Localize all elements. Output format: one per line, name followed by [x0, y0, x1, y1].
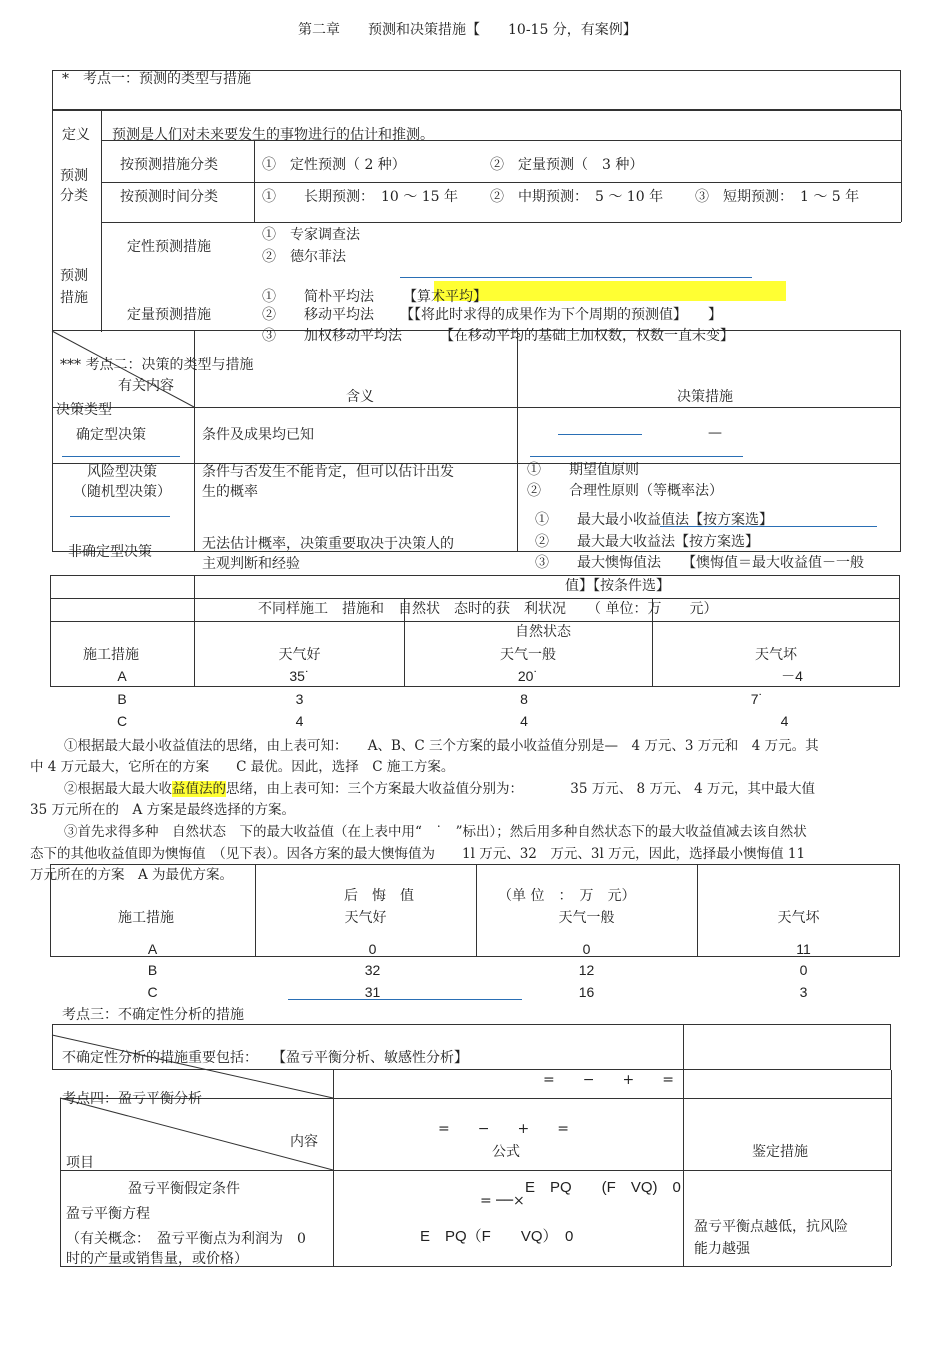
bep-formula-1: E PQ (F VQ) 0 [525, 1179, 681, 1196]
para3-line2: 态下的其他收益值即为懊悔值 （见下表）。因各方案的最大懊悔值为 1l 万元、32 万元、3l 万元，因此，选择最小懊悔值 11 [30, 846, 806, 862]
by-time-short: ③ 短期预测： 1 ～ 5 年 [695, 189, 860, 205]
quant-item-2-note: 【【将此时求得的成果作为下个周期的预测值】 】 [400, 307, 722, 323]
table1-row-header: 施工措施 [83, 647, 139, 663]
table1-row-name: C [116, 713, 128, 729]
rule [660, 526, 877, 527]
risk-method-1: ① 期望值原则 [527, 462, 639, 478]
by-method-quant: ② 定量预测（ 3 种） [490, 157, 644, 173]
table1-row-name: B [117, 691, 127, 707]
uncertain-method-3: ③ 最大懊悔值法 【懊悔值＝最大收益值－一般 [535, 555, 864, 571]
col-formula: 公式 [492, 1144, 520, 1160]
table1-cell: 3 [295, 691, 304, 707]
qual-item-1: ① 专家调查法 [262, 227, 360, 243]
risk-method-2: ② 合理性原则（等概率法） [527, 483, 723, 499]
table1-state-header: 自然状态 [515, 624, 571, 640]
certain-meaning: 条件及成果均已知 [202, 427, 314, 443]
by-time-label: 按预测时间分类 [120, 189, 218, 205]
table1-cell: 4 [780, 713, 789, 729]
table1-cell: 20˙ [517, 668, 539, 684]
table2-cell: 0 [368, 941, 377, 957]
rule [60, 1098, 61, 1266]
s3-text: 不确定性分析的措施重要包括： 【盈亏平衡分析、敏感性分析】 [62, 1050, 468, 1066]
table2-col: 天气一般 [558, 910, 615, 926]
table2-row-header: 施工措施 [118, 910, 174, 926]
def-text: 预测是人们对未来要发生的事物进行的估计和推测。 [112, 127, 434, 143]
table2-caption-2: （单 位 ： 万 元） [498, 888, 636, 904]
table1-cell: －4 [781, 668, 803, 684]
rule [558, 434, 642, 435]
para1-line1: ①根据最大最小收益值法的思绪，由上表可知： A、B、C 三个方案的最小收益值分别是— 4 万元、3 万元和 4 万元。其 [64, 738, 819, 754]
table2-cell: 31 [364, 984, 381, 1000]
by-method-qual: ① 定性预测（ 2 种） [262, 157, 406, 173]
table2-cell: 0 [799, 962, 808, 978]
table1-col: 天气一般 [500, 647, 556, 663]
risk-meaning: 条件与否发生不能肯定，但可以估计出发 生的概率 [202, 464, 454, 500]
table1-col: 天气坏 [755, 647, 797, 663]
bep-measure: 盈亏平衡点越低，抗风险 能力越强 [694, 1219, 848, 1257]
col-meaning: 含义 [346, 389, 374, 405]
diag-bottom-label: 决策类型 [56, 402, 112, 418]
quant-item-3: ③ 加权移动平均法 [262, 328, 402, 344]
table2-cell: 0 [582, 941, 591, 957]
uncertain-method-1: ① 最大最小收益值法【按方案选】 [535, 512, 773, 528]
bep-formula-2: E PQ（F VQ） 0 [420, 1228, 574, 1245]
table1-caption: 不同样施工 措施和 自然状 态时的获 利状况 （ 单位：万 元） [258, 601, 718, 617]
quant-item-3-note: 【在移动平均的基础上加权数，权数一直未变】 [440, 328, 734, 344]
table2-col: 天气好 [344, 910, 387, 926]
rule [530, 456, 743, 457]
s1-heading: * 考点一：预测的类型与措施 [62, 71, 251, 87]
para1-line2: 中 4 万元最大，它所在的方案 C 最优。因此，选择 C 施工方案。 [30, 759, 455, 775]
table2-row-name: C [147, 984, 158, 1000]
risk-type: 风险型决策 （随机型决策） [73, 464, 171, 500]
uncertain-method-3-cont: 值】【按条件选】 [565, 578, 670, 594]
bep-equation: 盈亏平衡方程 [66, 1206, 150, 1222]
table2-caption-1: 后 悔 值 [344, 888, 414, 904]
rule [288, 999, 522, 1000]
para3-line1: ③首先求得多种 自然状态 下的最大收益值（在上表中用“ ˙ ”标出）；然后用多种自然状态下的最大收益值减去该自然状 [64, 824, 807, 840]
class-label: 预测 分类 [60, 168, 88, 204]
table2-cell: 3 [799, 984, 808, 1000]
table1-cell: 35˙ [289, 668, 310, 684]
by-time-long: ① 长期预测： 10 ～ 15 年 [262, 189, 458, 205]
table2-row-name: B [147, 962, 158, 978]
rule [50, 598, 900, 599]
para2-line1 [64, 781, 815, 797]
s3-heading: 考点三：不确定性分析的措施 [62, 1007, 244, 1023]
qual-item-2: ② 德尔菲法 [262, 249, 346, 265]
table2-cell: 32 [364, 962, 381, 978]
para2-part: ②根据最大最大收 [64, 781, 172, 797]
table1-row-name: A [117, 668, 127, 684]
table1-cell: 4 [295, 713, 304, 729]
rule [683, 1070, 684, 1266]
s4-formula-top: = − + = [438, 1121, 569, 1137]
by-method-label: 按预测措施分类 [120, 157, 218, 173]
by-time-mid: ② 中期预测： 5 ～ 10 年 [490, 189, 664, 205]
table2-cell: 12 [578, 962, 595, 978]
rule [70, 516, 170, 517]
rule [62, 456, 180, 457]
rule [60, 1170, 891, 1171]
table1-cell: 8 [520, 691, 528, 707]
table2-col: 天气坏 [777, 910, 820, 926]
para2-highlight: 益值法的 [172, 781, 226, 797]
qual-label: 定性预测措施 [127, 239, 211, 255]
bep-fraction: = ──× [480, 1193, 525, 1209]
rule [683, 1024, 684, 1070]
table1-cell: 4 [520, 713, 528, 729]
s3-formula: = − + = [543, 1072, 674, 1088]
table2-cell: 16 [578, 984, 595, 1000]
table1-cell: 7˙ [750, 691, 764, 707]
method-label: 预测 措施 [60, 268, 88, 306]
quant-item-1: ① 简朴平均法 [262, 289, 374, 305]
quant-item-1-note: 【算术平均】 [403, 289, 487, 305]
certain-method: — [708, 425, 722, 441]
page-title: 第二章 预测和决策措施【 10-15 分，有案例】 [298, 22, 637, 38]
diag-top-label-2: 内容 [290, 1134, 318, 1150]
table2-row-name: A [147, 941, 158, 957]
certain-type: 确定型决策 [76, 427, 146, 443]
para2-line2: 35 万元所在的 A 方案是最终选择的方案。 [30, 802, 296, 818]
para2-part: 思绪，由上表可知：三个方案最大收益值分别为： 35 万元、 8 万元、 4 万元，其中最大值 [226, 781, 816, 797]
quant-item-2: ② 移动平均法 [262, 307, 374, 323]
bep-assumption: 盈亏平衡假定条件 [128, 1181, 240, 1197]
uncertain-method-2: ② 最大最大收益法【按方案选】 [535, 534, 759, 550]
s2-heading: *** 考点二：决策的类型与措施 [60, 357, 254, 373]
uncertain-type: 非确定型决策 [68, 544, 152, 560]
diag-bottom-label-2: 项目 [66, 1155, 94, 1171]
rule [333, 1070, 334, 1266]
bep-note: （有关概念： 盈亏平衡点为利润为 0 时的产量或销售量，或价格） [66, 1231, 306, 1267]
s4-heading: 考点四：盈亏平衡分析 [62, 1091, 202, 1107]
diag-top-label: 有关内容 [118, 378, 174, 394]
col-measure: 鉴定措施 [752, 1144, 808, 1160]
rule [50, 621, 900, 622]
def-label: 定义 [62, 127, 90, 143]
table1-col: 天气好 [278, 647, 321, 663]
table2-cell: 11 [796, 941, 811, 957]
col-method: 决策措施 [677, 389, 733, 405]
uncertain-meaning: 无法估计概率，决策重要取决于决策人的 主观判断和经验 [202, 536, 454, 572]
rule [891, 1070, 892, 1266]
quant-label: 定量预测措施 [127, 307, 211, 323]
para3-line3: 万元所在的方案 A 为最优方案。 [30, 867, 234, 883]
